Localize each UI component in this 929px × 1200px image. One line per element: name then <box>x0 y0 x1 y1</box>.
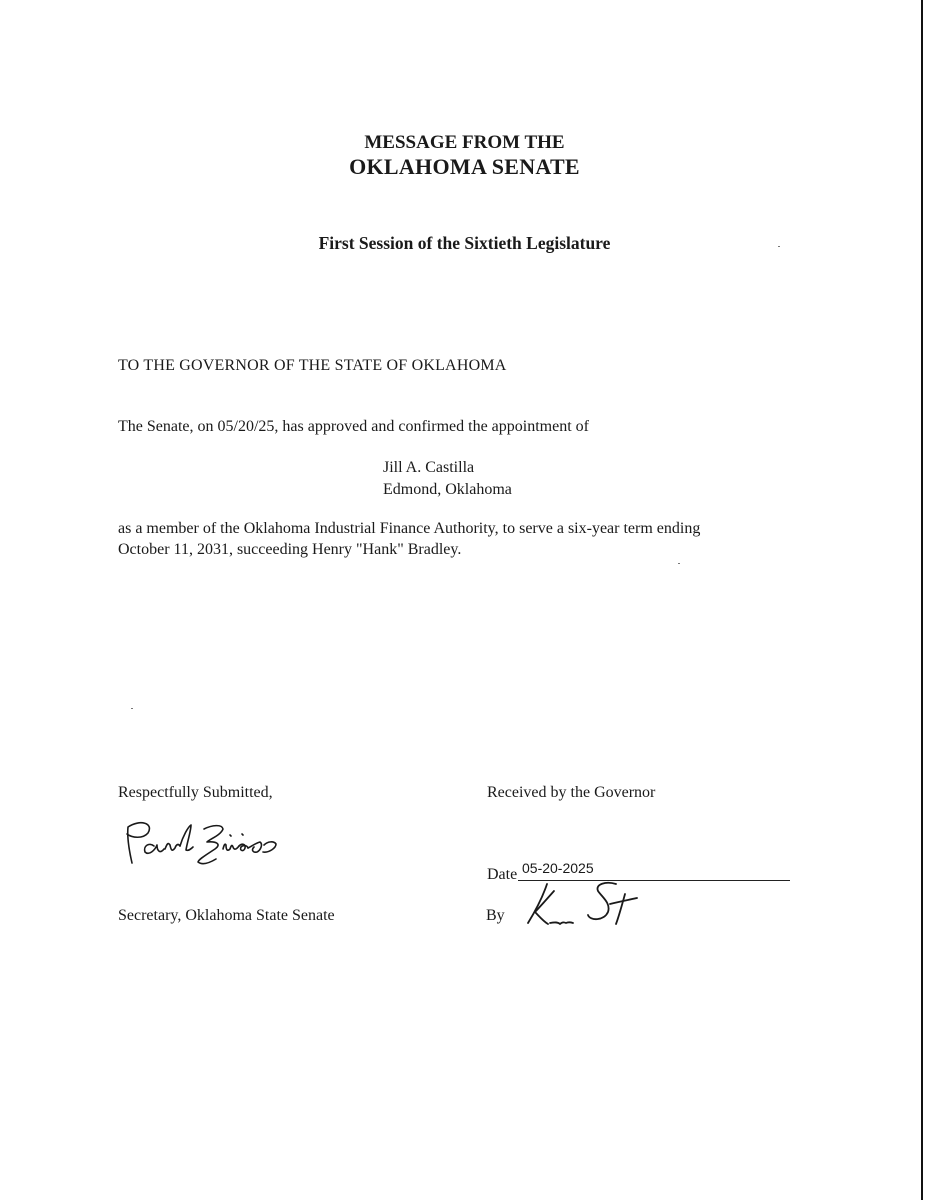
by-label: By <box>486 907 505 924</box>
received-by-governor: Received by the Governor <box>487 784 656 801</box>
appointee-city: Edmond, Oklahoma <box>383 481 512 498</box>
header-line-2: OKLAHOMA SENATE <box>349 154 580 179</box>
membership-text-line-1: as a member of the Oklahoma Industrial Finance Authority, to serve a six-year term ending <box>118 520 701 537</box>
scan-speck <box>131 708 133 709</box>
addressee: TO THE GOVERNOR OF THE STATE OF OKLAHOMA <box>118 357 507 374</box>
header-line-1: MESSAGE FROM THE <box>364 132 565 153</box>
respectfully-submitted: Respectfully Submitted, <box>118 784 273 801</box>
session-title: First Session of the Sixtieth Legislature <box>318 233 611 253</box>
date-value: 05-20-2025 <box>522 860 594 876</box>
governor-signature <box>518 878 643 930</box>
intro-text: The Senate, on 05/20/25, has approved and confirmed the appointment of <box>118 418 589 435</box>
page-edge-rule <box>921 0 923 1200</box>
appointee-name: Jill A. Castilla <box>383 459 475 476</box>
secretary-title: Secretary, Oklahoma State Senate <box>118 907 335 924</box>
date-label: Date <box>487 866 518 883</box>
membership-text-line-2: October 11, 2031, succeeding Henry "Hank" Bradley. <box>118 541 462 558</box>
secretary-signature <box>118 815 293 870</box>
scan-speck <box>678 563 680 564</box>
